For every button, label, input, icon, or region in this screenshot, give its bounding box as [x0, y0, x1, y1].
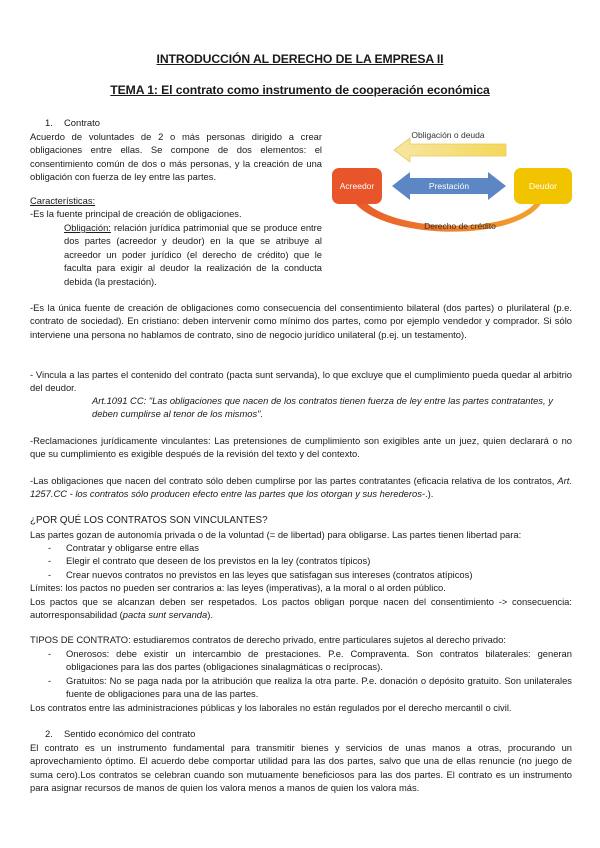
document-title: INTRODUCCIÓN AL DERECHO DE LA EMPRESA II [156, 52, 444, 66]
tipos-note: Los contratos entre las administraciones públicas y los laborales no están regulados por el derecho mercantil o civil. [30, 702, 512, 713]
section-1-heading: Contrato [64, 117, 100, 128]
art-1257-quote: Art. 1257.CC - los contratos sólo producen efecto entre las partes que los otorgan y sus herederos- [30, 475, 572, 500]
obligacion-text: relación jurídica patrimonial que se produce entre dos partes (acreedor y deudor) en la que se atribuye al acreedor un poder jurídico (el derecho de crédito) que le faculta para exigir al deudor la realización de la conducta debida (la prestación). [64, 222, 322, 287]
acreedor-label: Acreedor [339, 181, 375, 191]
obligacion-term: Obligación: [64, 222, 111, 233]
prestacion-label: Prestación [428, 181, 470, 191]
section-2-heading: Sentido económico del contrato [64, 728, 196, 739]
caracteristica-3: - Vincula a las partes el contenido del contrato (pacta sunt servanda), lo que excluye que el cumplimiento pueda quedar al arbitrio del deudor. [30, 369, 572, 394]
art-1091-quote: Art.1091 CC: "Las obligaciones que nacen de los contratos tienen fuerza de ley entre las partes contratantes, y deben cumplirse al tenor de los mismos". [92, 395, 553, 420]
pactos-text [30, 595, 572, 622]
topic-title: TEMA 1: El contrato como instrumento de cooperación económica [110, 83, 490, 97]
caracteristica-5 [30, 474, 572, 501]
pactos-end: ). [207, 609, 213, 621]
porque-intro: Las partes gozan de autonomía privada o de la voluntad (= de libertad) para obligarse. Las partes tienen libertad para: [30, 529, 522, 540]
bottom-label: Derecho de crédito [424, 221, 496, 231]
list-item: - Crear nuevos contratos no previstos en las leyes que satisfagan sus intereses (contratos atípicos) [48, 568, 473, 580]
section-2-text: El contrato es un instrumento fundamental para transmitir bienes y servicios de unas manos a otras, procurando un aprovechamiento óptimo. El acuerdo debe comportar utilidad para las dos partes, salvo que una de ellas renuncie (no juego de suma cero).Los contratos se celebran cuando son mutuamente beneficiosos para las dos partes. El contrato es un instrumento para asignar recursos de manos de quien los valora menos a manos de quien los valora más. [30, 742, 572, 794]
porque-heading: ¿POR QUÉ LOS CONTRATOS SON VINCULANTES? [30, 515, 268, 526]
obligation-diagram [330, 126, 575, 240]
caracteristica-4: -Reclamaciones jurídicamente vinculantes: Las pretensiones de cumplimiento son exigibles ante un juez, quien declarará o no que su cumplimiento es exigible después de la revisión del texto y del contexto. [30, 435, 572, 460]
limites-text: Límites: los pactos no pueden ser contrarios a: las leyes (imperativas), a la moral o al orden público. [30, 582, 446, 593]
caracteristica-5-text: -Las obligaciones que nacen del contrato sólo deben cumplirse por las partes contratantes (eficacia relativa de los contratos, [30, 475, 558, 486]
caracteristica-1: -Es la fuente principal de creación de obligaciones. [30, 208, 242, 219]
tipos-list [48, 647, 572, 701]
debt-arrow [394, 138, 506, 162]
deudor-label: Deudor [529, 181, 557, 191]
pacta-sunt-servanda: pacta sunt servanda [122, 609, 208, 621]
caracteristica-5-end: .). [425, 488, 434, 500]
top-label: Obligación o deuda [411, 130, 485, 140]
list-item: - Contratar y obligarse entre ellas [48, 542, 199, 553]
obligacion-definition [64, 221, 322, 288]
pactos-main: Los pactos que se alcanzan deben ser respetados. Los pactos obligan porque nacen del consentimiento -> consecuencia: autorresponsabilidad ( [30, 596, 572, 621]
section-1-intro: Acuerdo de voluntades de 2 o más personas dirigido a crear obligaciones entre ellas. Se compone de dos elementos: el consentimiento común de dos o más personas, y la creación de una obligación con fuerza de ley entre las partes. [30, 131, 322, 183]
list-item: - Onerosos: debe existir un intercambio de prestaciones. P.e. Compraventa. Son contratos bilaterales: generan obligaciones para las dos partes (obligaciones sinalagmáticas o recíprocas). [48, 648, 572, 673]
caracteristica-2: -Es la única fuente de creación de obligaciones como consecuencia del consentimiento bilateral (dos partes) o plurilateral (p.e. contrato de sociedad). En cristiano: deben intervenir como mínimo dos partes, como por ejemplo vendedor y comprador. Si sólo interviene una persona no hablamos de contrato, sino de negocio jurídico unilateral (p.ej. un testamento). [30, 302, 572, 340]
list-item: - Elegir el contrato que deseen de los previstos en la ley (contratos típicos) [48, 555, 371, 567]
section-1-number: 1. [45, 117, 53, 128]
section-2-number: 2. [45, 728, 53, 739]
tipos-heading: TIPOS DE CONTRATO: estudiaremos contratos de derecho privado, entre particulares sujetos al derecho privado: [30, 634, 506, 645]
libertad-list [48, 541, 576, 581]
caracteristicas-heading: Características: [30, 195, 96, 206]
list-item: - Gratuitos: No se paga nada por la atribución que realiza la otra parte. P.e. donación o depósito gratuito. Son unilaterales fuente de obligaciones para una de las partes. [48, 674, 572, 700]
